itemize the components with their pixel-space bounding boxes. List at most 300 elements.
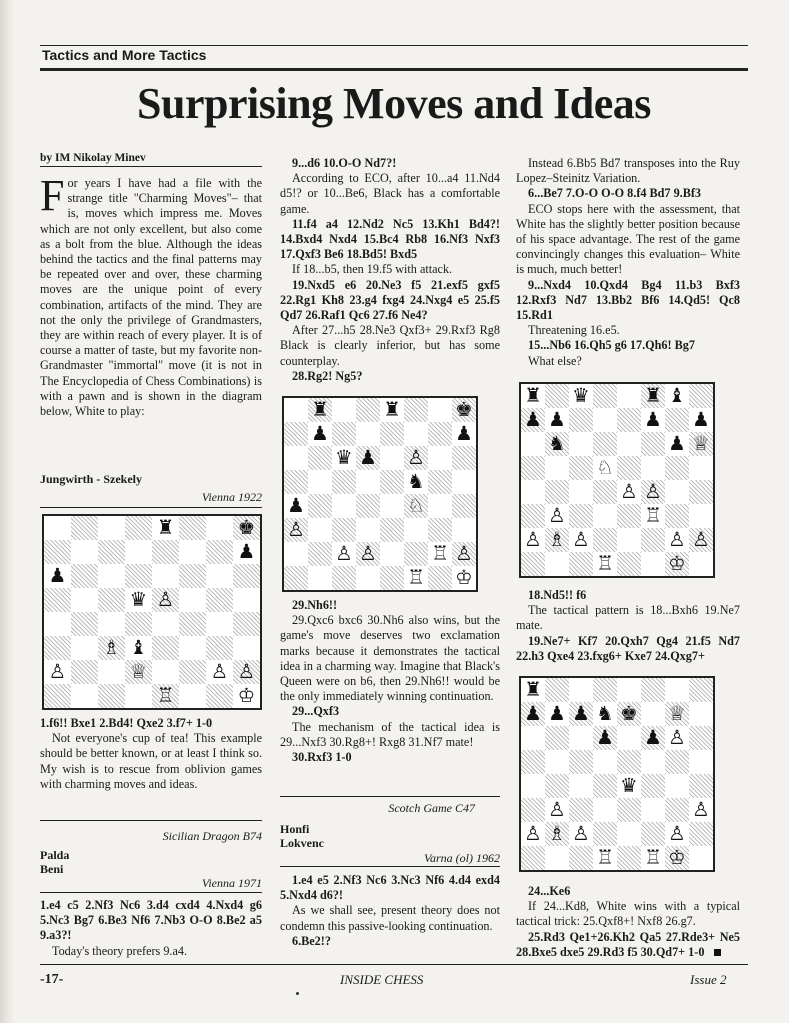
board-square xyxy=(521,504,545,528)
board-square xyxy=(71,612,98,636)
moves-28: 28.Rg2! Ng5? xyxy=(292,368,363,383)
white-pawn-icon: ♙ xyxy=(524,528,542,551)
moves-9-10: 9...d6 10.O-O Nd7?! xyxy=(292,156,397,170)
board-square xyxy=(206,684,233,708)
board-square xyxy=(689,726,713,750)
board-square xyxy=(689,504,713,528)
board-square xyxy=(206,636,233,660)
black-rook-icon: ♜ xyxy=(644,384,662,407)
board-square xyxy=(332,518,356,542)
board-square xyxy=(356,422,380,446)
board-square xyxy=(71,564,98,588)
black-rook-icon: ♜ xyxy=(524,384,542,407)
board-square xyxy=(179,684,206,708)
board-square xyxy=(665,480,689,504)
white-pawn-icon: ♙ xyxy=(548,504,566,527)
board-square xyxy=(521,456,545,480)
black-rook-icon: ♜ xyxy=(311,398,329,421)
board-square xyxy=(521,750,545,774)
board-square xyxy=(233,588,260,612)
mechanism-comment: The mechanism of the tactical idea is 29...Nxf3 30.Rg8+! Rxg8 31.Nf7 mate! xyxy=(280,719,500,749)
board-square xyxy=(98,612,125,636)
board-square xyxy=(206,516,233,540)
board-square xyxy=(569,504,593,528)
board-square xyxy=(689,702,713,726)
board-square xyxy=(593,750,617,774)
game3-event: Varna (ol) 1962 xyxy=(424,851,500,865)
white-bishop-icon: ♗ xyxy=(102,636,121,659)
divider xyxy=(40,507,262,508)
board-square xyxy=(521,774,545,798)
moves-15-17: 15...Nb6 16.Qh5 g6 17.Qh6! Bg7 xyxy=(528,338,695,353)
board-square xyxy=(452,446,476,470)
black-pawn-icon: ♟ xyxy=(287,494,305,517)
board-square xyxy=(641,750,665,774)
board-square xyxy=(641,822,665,846)
board-square xyxy=(380,470,404,494)
board-square xyxy=(206,612,233,636)
board-square xyxy=(665,408,689,432)
move-29-nh6: 29.Nh6!! xyxy=(292,598,338,612)
white-pawn-icon: ♙ xyxy=(48,660,67,683)
board-square xyxy=(152,612,179,636)
board-square xyxy=(44,540,71,564)
end-mark-icon xyxy=(714,949,721,956)
board-square xyxy=(206,588,233,612)
game3-opening: Scotch Game C47 xyxy=(388,801,475,815)
white-king-icon: ♔ xyxy=(455,566,473,589)
white-pawn-icon: ♙ xyxy=(620,480,638,503)
article-title: Surprising Moves and Ideas xyxy=(137,79,651,128)
black-pawn-icon: ♟ xyxy=(48,564,67,587)
board-square xyxy=(617,726,641,750)
board-square xyxy=(233,636,260,660)
board-square xyxy=(125,540,152,564)
board-square xyxy=(641,528,665,552)
game3-comment: As we shall see, present theory does not condemn this passive-looking continuation. xyxy=(280,903,500,933)
board-square xyxy=(452,494,476,518)
game2-white: Palda xyxy=(40,848,70,862)
board-square xyxy=(689,456,713,480)
board-square xyxy=(71,588,98,612)
game3-white: Honfi xyxy=(280,822,310,836)
white-pawn-icon: ♙ xyxy=(644,480,662,503)
board-square xyxy=(452,470,476,494)
board-square xyxy=(356,398,380,422)
board-square xyxy=(617,750,641,774)
black-queen-icon: ♛ xyxy=(620,774,638,797)
board-square xyxy=(689,822,713,846)
white-pawn-icon: ♙ xyxy=(237,660,256,683)
board-square xyxy=(617,528,641,552)
board-square xyxy=(179,516,206,540)
game2-opening: Sicilian Dragon B74 xyxy=(162,829,262,843)
board-square xyxy=(617,384,641,408)
final-moves: 25.Rd3 Qe1+26.Kh2 Qa5 27.Rde3+ Ne5 28.Bxe5 dxe5 29.Rd3 f5 30.Qd7+ 1-0 xyxy=(516,929,740,959)
board-square xyxy=(665,678,689,702)
white-king-icon: ♔ xyxy=(668,846,686,869)
black-pawn-icon: ♟ xyxy=(644,408,662,431)
board-square xyxy=(179,612,206,636)
white-king-icon: ♔ xyxy=(237,684,256,707)
board-square xyxy=(428,470,452,494)
column-2-text xyxy=(280,156,500,384)
board-square xyxy=(98,564,125,588)
board-square xyxy=(569,798,593,822)
white-bishop-icon: ♗ xyxy=(548,822,566,845)
board-square xyxy=(593,384,617,408)
board-square xyxy=(44,612,71,636)
drop-cap: F xyxy=(40,171,65,220)
white-pawn-icon: ♙ xyxy=(407,446,425,469)
board-square xyxy=(380,494,404,518)
board-square xyxy=(428,422,452,446)
game2-event: Vienna 1971 xyxy=(201,876,262,890)
board-square xyxy=(44,684,71,708)
board-square xyxy=(569,774,593,798)
board-square xyxy=(689,552,713,576)
board-square xyxy=(233,612,260,636)
white-pawn-icon: ♙ xyxy=(210,660,229,683)
board-square xyxy=(332,566,356,590)
white-pawn-icon: ♙ xyxy=(668,822,686,845)
board-square xyxy=(404,398,428,422)
black-pawn-icon: ♟ xyxy=(596,726,614,749)
moves-6-9: 6...Be7 7.O-O O-O 8.f4 Bd7 9.Bf3 xyxy=(528,186,701,201)
board-square xyxy=(617,432,641,456)
board-square xyxy=(356,470,380,494)
white-queen-icon: ♕ xyxy=(668,702,686,725)
board-square xyxy=(569,678,593,702)
black-knight-icon: ♞ xyxy=(407,470,425,493)
board-square xyxy=(521,846,545,870)
board-square xyxy=(71,684,98,708)
white-pawn-icon: ♙ xyxy=(692,528,710,551)
game2-black: Beni xyxy=(40,862,64,876)
black-pawn-icon: ♟ xyxy=(644,726,662,749)
board-square xyxy=(689,846,713,870)
board-square xyxy=(641,432,665,456)
divider xyxy=(40,820,262,821)
board-square xyxy=(71,636,98,660)
board-square xyxy=(569,552,593,576)
move-18: 18.Nd5!! f6 xyxy=(528,588,587,602)
board-square xyxy=(404,422,428,446)
black-bishop-icon: ♝ xyxy=(129,636,148,659)
board-square xyxy=(98,516,125,540)
board-square xyxy=(125,684,152,708)
board-square xyxy=(308,446,332,470)
board-square xyxy=(593,822,617,846)
board-square xyxy=(179,636,206,660)
board-square xyxy=(593,504,617,528)
diagram-honfi-lokvenc-1 xyxy=(519,382,715,578)
black-rook-icon: ♜ xyxy=(524,678,542,701)
board-square xyxy=(545,726,569,750)
white-king-icon: ♔ xyxy=(668,552,686,575)
white-knight-icon: ♘ xyxy=(407,494,425,517)
game3-text xyxy=(280,873,500,949)
board-square xyxy=(617,552,641,576)
board-square xyxy=(98,684,125,708)
white-pawn-icon: ♙ xyxy=(668,726,686,749)
board-square xyxy=(356,566,380,590)
board-square xyxy=(665,750,689,774)
page-number: -17- xyxy=(40,972,64,987)
board-square xyxy=(569,480,593,504)
black-pawn-icon: ♟ xyxy=(359,446,377,469)
magazine-name: INSIDE CHESS xyxy=(340,972,424,987)
game2-text xyxy=(40,898,262,959)
black-pawn-icon: ♟ xyxy=(548,702,566,725)
board-square xyxy=(641,798,665,822)
board-square xyxy=(545,774,569,798)
board-square xyxy=(71,516,98,540)
white-pawn-icon: ♙ xyxy=(572,528,590,551)
board-square xyxy=(545,846,569,870)
board-square xyxy=(152,540,179,564)
white-rook-icon: ♖ xyxy=(644,504,662,527)
diagram-jungwirth-szekely xyxy=(42,514,262,710)
game3-move-6: 6.Be2!? xyxy=(292,933,331,948)
board-square xyxy=(545,552,569,576)
page-edge-shadow xyxy=(0,0,14,1023)
board-square xyxy=(641,456,665,480)
board-square xyxy=(617,798,641,822)
game3-moves: 1.e4 e5 2.Nf3 Nc6 3.Nc3 Nf6 4.d4 exd4 5.Nxd4 d6?! xyxy=(280,873,500,903)
pattern-comment: The tactical pattern is 18...Bxh6 19.Ne7 mate. xyxy=(516,603,740,633)
black-pawn-icon: ♟ xyxy=(692,408,710,431)
game1-text xyxy=(40,716,262,792)
threat-comment: Threatening 16.e5. xyxy=(528,323,620,338)
board-square xyxy=(617,456,641,480)
board-square xyxy=(545,480,569,504)
board-square xyxy=(284,566,308,590)
board-square xyxy=(152,636,179,660)
board-square xyxy=(593,774,617,798)
print-speck xyxy=(296,992,299,995)
white-queen-icon: ♕ xyxy=(129,660,148,683)
black-pawn-icon: ♟ xyxy=(668,432,686,455)
board-square xyxy=(71,660,98,684)
board-square xyxy=(569,456,593,480)
board-square xyxy=(665,798,689,822)
board-square xyxy=(593,798,617,822)
white-rook-icon: ♖ xyxy=(156,684,175,707)
move-29-qxf3: 29...Qxf3 xyxy=(292,704,340,719)
white-pawn-icon: ♙ xyxy=(335,542,353,565)
white-bishop-icon: ♗ xyxy=(548,528,566,551)
board-square xyxy=(380,422,404,446)
board-square xyxy=(233,564,260,588)
board-square xyxy=(689,384,713,408)
board-square xyxy=(665,456,689,480)
board-square xyxy=(641,678,665,702)
white-pawn-icon: ♙ xyxy=(156,588,175,611)
b5-comment: If 18...b5, then 19.f5 with attack. xyxy=(292,262,453,277)
board-square xyxy=(98,588,125,612)
nh6-comment: 29.Qxc6 bxc6 30.Nh6 also wins, but the game's move deserves two exclamation marks because it demonstrates the tactical idea in a charming way. Imagine that Black's Queen were on b6, then 29.Nh6!! would be the only immediately winning continuation. xyxy=(280,613,500,704)
white-pawn-icon: ♙ xyxy=(572,822,590,845)
board-square xyxy=(593,408,617,432)
board-square xyxy=(593,480,617,504)
white-rook-icon: ♖ xyxy=(644,846,662,869)
game1-players: Jungwirth - Szekely xyxy=(40,472,142,486)
board-square xyxy=(332,422,356,446)
board-square xyxy=(593,528,617,552)
board-square xyxy=(617,846,641,870)
board-square xyxy=(569,846,593,870)
white-queen-icon: ♕ xyxy=(692,432,710,455)
moves-11-18: 11.f4 a4 12.Nd2 Nc5 13.Kh1 Bd4?! 14.Bxd4 Nxd4 15.Bc4 Rb8 16.Nf3 Nxf3 17.Qxf3 Be6 18.Bd5! Bxd5 xyxy=(280,216,500,262)
board-square xyxy=(332,470,356,494)
moves-19-24: 19.Ne7+ Kf7 20.Qxh7 Qg4 21.f5 Nd7 22.h3 Qxe4 23.fxg6+ Kxe7 24.Qxg7+ xyxy=(516,633,740,663)
white-knight-icon: ♘ xyxy=(596,456,614,479)
board-square xyxy=(545,384,569,408)
white-pawn-icon: ♙ xyxy=(455,542,473,565)
black-pawn-icon: ♟ xyxy=(455,422,473,445)
move-24-ke6: 24...Ke6 xyxy=(528,884,571,898)
moves-25-30 xyxy=(516,930,740,960)
section-header xyxy=(40,45,748,71)
board-square xyxy=(44,588,71,612)
white-pawn-icon: ♙ xyxy=(524,822,542,845)
board-square xyxy=(665,504,689,528)
board-square xyxy=(521,726,545,750)
board-square xyxy=(179,588,206,612)
board-square xyxy=(98,660,125,684)
board-square xyxy=(404,542,428,566)
board-square xyxy=(308,566,332,590)
white-pawn-icon: ♙ xyxy=(359,542,377,565)
black-pawn-icon: ♟ xyxy=(524,702,542,725)
board-square xyxy=(617,678,641,702)
black-king-icon: ♚ xyxy=(455,398,473,421)
board-square xyxy=(284,398,308,422)
column-3-text-lower xyxy=(516,884,740,960)
board-square xyxy=(452,518,476,542)
board-square xyxy=(206,540,233,564)
white-pawn-icon: ♙ xyxy=(692,798,710,821)
black-king-icon: ♚ xyxy=(620,702,638,725)
board-square xyxy=(428,494,452,518)
white-pawn-icon: ♙ xyxy=(287,518,305,541)
column-3-text xyxy=(516,156,740,369)
board-square xyxy=(641,774,665,798)
board-square xyxy=(665,774,689,798)
divider xyxy=(280,796,500,797)
board-square xyxy=(617,408,641,432)
black-rook-icon: ♜ xyxy=(156,516,175,539)
board-square xyxy=(308,542,332,566)
kd8-comment: If 24...Kd8, White wins with a typical tactical trick: 25.Qxf8+! Nxf8 26.g7. xyxy=(516,899,740,929)
board-square xyxy=(617,504,641,528)
black-bishop-icon: ♝ xyxy=(668,384,686,407)
black-queen-icon: ♛ xyxy=(572,384,590,407)
board-square xyxy=(689,774,713,798)
black-knight-icon: ♞ xyxy=(596,702,614,725)
intro-text: or years I have had a file with the strange title "Charming Moves"– that is, moves which impress me. Moves which are not only excellent, but also come as a bolt from the blue. Although the ideas behind the tactics and the final patterns may be repeated over and over, these charming moves are the unique point of every combination, artifacts of the mind. They are not the only the privilege of Grandmasters, they are within reach of every player. It is of course a matter of taste, but my favorite non-Grandmaster "immortal" move (it is not in The Encyclopedia of Chess Combinations) is with a pawn and is shown in the diagram below, White to play: xyxy=(40,176,262,419)
black-queen-icon: ♛ xyxy=(335,446,353,469)
board-square xyxy=(428,446,452,470)
board-square xyxy=(404,518,428,542)
board-square xyxy=(356,518,380,542)
black-knight-icon: ♞ xyxy=(548,432,566,455)
diagram-honfi-lokvenc-2 xyxy=(519,676,715,872)
board-square xyxy=(380,446,404,470)
eco-comment: According to ECO, after 10...a4 11.Nd4 d5!? or 10...Be6, Black has a comfortable game. xyxy=(280,171,500,216)
board-square xyxy=(71,540,98,564)
game2-comment: Today's theory prefers 9.a4. xyxy=(52,943,188,958)
black-rook-icon: ♜ xyxy=(383,398,401,421)
move-30: 30.Rxf3 1-0 xyxy=(292,750,352,765)
board-square xyxy=(284,422,308,446)
board-square xyxy=(593,432,617,456)
board-square xyxy=(689,678,713,702)
byline: by IM Nikolay Minev xyxy=(40,152,262,167)
divider xyxy=(280,866,500,867)
board-square xyxy=(380,518,404,542)
board-square xyxy=(521,552,545,576)
board-square xyxy=(521,480,545,504)
board-square xyxy=(617,822,641,846)
moves-9-15: 9...Nxd4 10.Qxd4 Bg4 11.b3 Bxf3 12.Rxf3 Nd7 13.Bb2 Bf6 14.Qd5! Qc8 15.Rd1 xyxy=(516,277,740,323)
issue-label: Issue 2 xyxy=(690,972,727,987)
column-3-text-middle xyxy=(516,588,740,664)
black-pawn-icon: ♟ xyxy=(572,702,590,725)
board-square xyxy=(569,408,593,432)
board-square xyxy=(356,494,380,518)
game1-comment: Not everyone's cup of tea! This example should be better known, or at least I think so. My wish is to rescue from oblivion games with charming moves and ideas. xyxy=(40,731,262,791)
board-square xyxy=(545,678,569,702)
board-square xyxy=(125,564,152,588)
board-square xyxy=(593,678,617,702)
board-square xyxy=(284,446,308,470)
moves-19-27: 19.Nxd5 e6 20.Ne3 f5 21.exf5 gxf5 22.Rg1 Kh8 23.g4 fxg4 24.Nxg4 e5 25.f5 Qd7 26.Raf1 Qc6 27.f6 Ne4? xyxy=(280,277,500,323)
game2-moves: 1.e4 c5 2.Nf3 Nc6 3.d4 cxd4 4.Nxd4 g6 5.Nc3 Bg7 6.Be3 Nf6 7.Nb3 O-O 8.Be2 a5 9.a3?! xyxy=(40,898,262,943)
board-square xyxy=(98,540,125,564)
ruy-lopez-comment: Instead 6.Bb5 Bd7 transposes into the Ruy Lopez–Steinitz Variation. xyxy=(516,156,740,186)
board-square xyxy=(308,494,332,518)
column-2-text-lower xyxy=(280,598,500,765)
board-square xyxy=(521,432,545,456)
white-rook-icon: ♖ xyxy=(407,566,425,589)
white-rook-icon: ♖ xyxy=(596,552,614,575)
black-pawn-icon: ♟ xyxy=(311,422,329,445)
board-square xyxy=(308,470,332,494)
board-square xyxy=(332,494,356,518)
board-square xyxy=(689,750,713,774)
board-square xyxy=(179,660,206,684)
board-square xyxy=(152,564,179,588)
board-square xyxy=(545,750,569,774)
divider xyxy=(40,892,262,893)
black-pawn-icon: ♟ xyxy=(524,408,542,431)
board-square xyxy=(689,480,713,504)
black-queen-icon: ♛ xyxy=(129,588,148,611)
white-rook-icon: ♖ xyxy=(596,846,614,869)
game3-black: Lokvenc xyxy=(280,836,325,850)
board-square xyxy=(332,398,356,422)
white-pawn-icon: ♙ xyxy=(548,798,566,821)
board-square xyxy=(125,612,152,636)
board-square xyxy=(521,798,545,822)
board-square xyxy=(179,540,206,564)
board-square xyxy=(125,516,152,540)
board-square xyxy=(284,470,308,494)
board-square xyxy=(308,518,332,542)
what-else: What else? xyxy=(528,353,582,368)
